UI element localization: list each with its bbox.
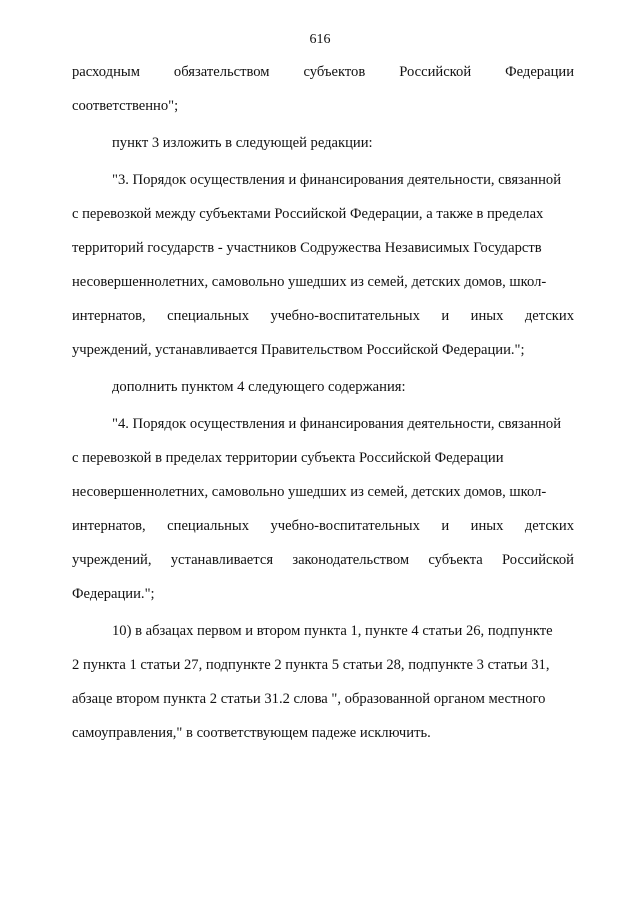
text-line: самоуправления," в соответствующем падеже исключить. [72, 725, 431, 741]
text-line [72, 299, 574, 333]
paragraph [72, 55, 574, 123]
text-line: несовершеннолетних, самовольно ушедших из семей, детских домов, школ- [72, 484, 547, 500]
word: специальных [167, 518, 250, 534]
text-line: территорий государств - участников Содружества Независимых Государств [72, 240, 542, 256]
word: и [441, 308, 450, 324]
word: учебно-воспитательных [270, 308, 420, 324]
word: субъекта [428, 552, 483, 568]
text-line: соответственно"; [72, 98, 179, 114]
text-line: Федерации."; [72, 586, 155, 602]
text-line: с перевозкой в пределах территории субъекта Российской Федерации [72, 450, 504, 466]
word: учебно-воспитательных [270, 518, 420, 534]
text-line [72, 509, 574, 543]
word: устанавливается [170, 552, 274, 568]
text-line: 2 пункта 1 статьи 27, подпункте 2 пункта 5 статьи 28, подпункте 3 статьи 31, [72, 657, 550, 673]
word: расходным [72, 64, 140, 80]
word: учреждений, [72, 552, 152, 568]
text-line [72, 543, 574, 577]
word: специальных [167, 308, 250, 324]
paragraph [72, 163, 574, 367]
paragraph [72, 126, 574, 160]
paragraph [72, 370, 574, 404]
word: законодательством [292, 552, 410, 568]
text-line: пункт 3 изложить в следующей редакции: [112, 135, 373, 151]
word: иных [470, 308, 504, 324]
text-line: с перевозкой между субъектами Российской Федерации, а также в пределах [72, 206, 544, 222]
text-line [72, 55, 574, 89]
word: детских [524, 308, 574, 324]
word: интернатов, [72, 308, 146, 324]
text-line: абзаце втором пункта 2 статьи 31.2 слова ", образованной органом местного [72, 691, 546, 707]
text-line: несовершеннолетних, самовольно ушедших из семей, детских домов, школ- [72, 274, 547, 290]
word: и [441, 518, 450, 534]
text-line: учреждений, устанавливается Правительством Российской Федерации."; [72, 342, 525, 358]
text-line: дополнить пунктом 4 следующего содержания: [112, 379, 406, 395]
paragraph [72, 614, 574, 750]
text-line: "3. Порядок осуществления и финансирования деятельности, связанной [112, 172, 562, 188]
text-line: 10) в абзацах первом и втором пункта 1, пункте 4 статьи 26, подпункте [112, 623, 553, 639]
word: Федерации [505, 64, 574, 80]
word: Российской [399, 64, 472, 80]
text-line: "4. Порядок осуществления и финансирования деятельности, связанной [112, 416, 562, 432]
page-number: 616 [309, 32, 331, 47]
word: детских [524, 518, 574, 534]
word: иных [470, 518, 504, 534]
word: интернатов, [72, 518, 146, 534]
paragraph [72, 407, 574, 611]
word: Российской [502, 552, 574, 568]
word: обязательством [173, 64, 270, 80]
word: субъектов [303, 64, 366, 80]
document-body [72, 55, 574, 750]
